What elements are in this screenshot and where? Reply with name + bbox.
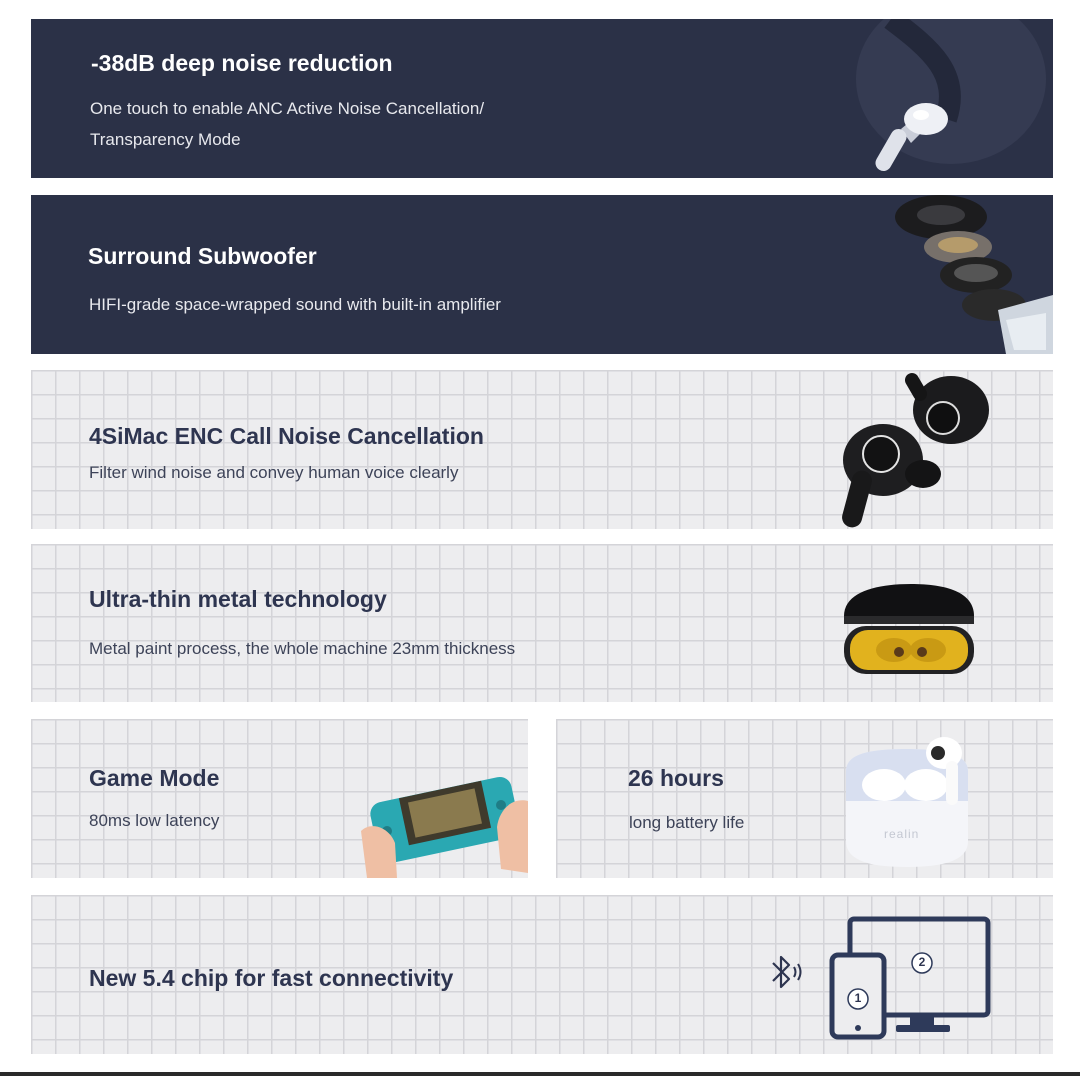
bluetooth-icon [765, 952, 805, 992]
battery-panel [556, 719, 1053, 878]
anc-panel [31, 19, 1053, 178]
chip-panel [31, 895, 1053, 1054]
enc-panel [31, 370, 1053, 529]
battery-subtitle: long battery life [629, 813, 745, 832]
game-panel [31, 719, 528, 878]
metal-panel [31, 544, 1053, 702]
chip-title: New 5.4 chip for fast connectivity [89, 965, 454, 991]
exploded-driver-image [886, 195, 1053, 354]
black-earbuds-image [821, 370, 1011, 529]
battery-title: 26 hours [628, 765, 724, 791]
anc-subtitle-line2: Transparency Mode [90, 130, 241, 149]
bottom-divider [0, 1072, 1080, 1076]
enc-subtitle: Filter wind noise and convey human voice clearly [89, 463, 459, 482]
metal-title: Ultra-thin metal technology [89, 586, 387, 612]
subwoofer-title: Surround Subwoofer [88, 243, 317, 269]
white-case-image [838, 731, 978, 871]
handheld-console-image [361, 761, 528, 878]
device-2-badge: 2 [918, 955, 926, 969]
game-subtitle: 80ms low latency [89, 811, 220, 830]
case-brand-label: realin [884, 827, 920, 841]
anc-title: -38dB deep noise reduction [91, 50, 393, 76]
multi-device-icon [826, 915, 996, 1043]
enc-title: 4SiMac ENC Call Noise Cancellation [89, 423, 484, 449]
game-title: Game Mode [89, 765, 220, 791]
earbud-in-ear-image [831, 19, 1053, 178]
device-1-badge: 1 [854, 991, 862, 1005]
anc-subtitle-line1: One touch to enable ANC Active Noise Cancellation/ [90, 99, 485, 118]
subwoofer-panel [31, 195, 1053, 354]
open-case-image [836, 576, 986, 681]
subwoofer-subtitle: HIFI-grade space-wrapped sound with built-in amplifier [89, 295, 501, 314]
metal-subtitle: Metal paint process, the whole machine 23mm thickness [89, 639, 516, 658]
